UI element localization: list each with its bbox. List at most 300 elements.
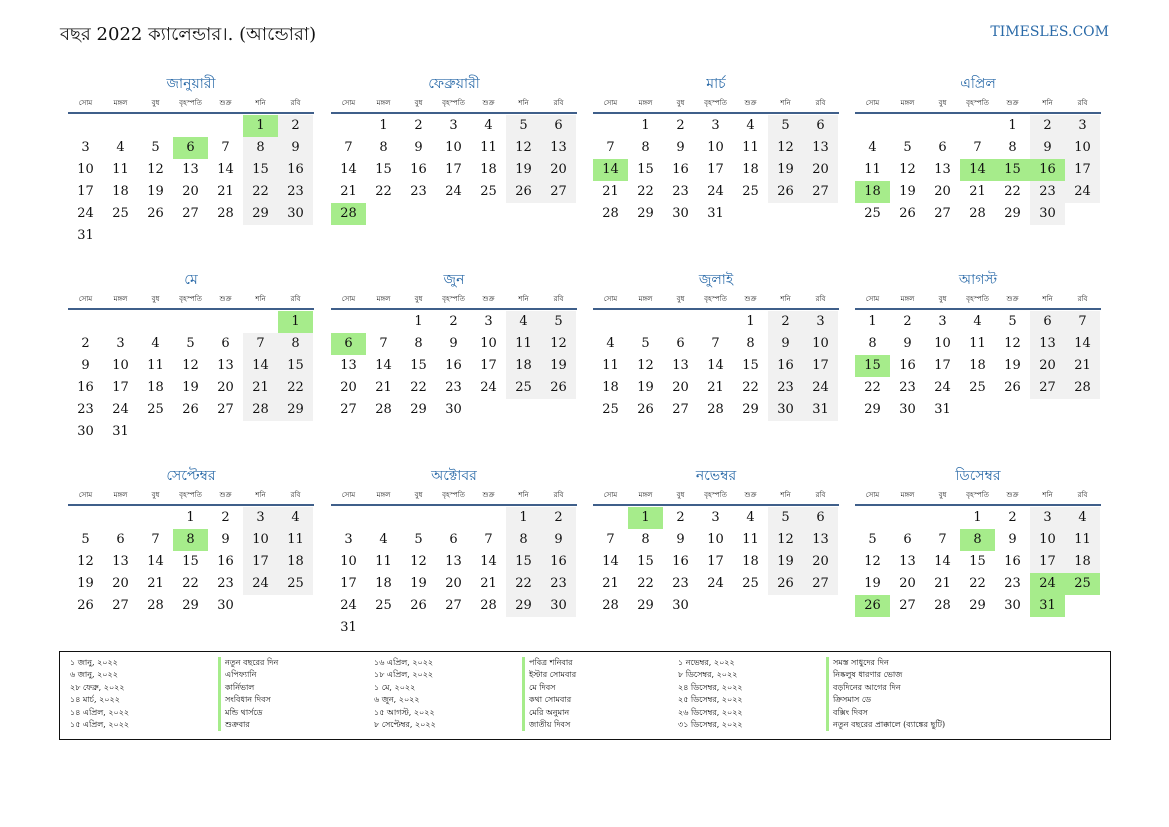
day-cell: 17 — [707, 554, 724, 569]
day-cell: 10 — [1030, 529, 1065, 551]
day-cell: 3 — [711, 510, 720, 525]
legend-holiday-name: পবিত্র শনিবার — [522, 657, 672, 669]
day-cell: 10 — [243, 529, 278, 551]
day-cell: 24 — [243, 573, 278, 595]
day-cell: 27 — [541, 181, 576, 203]
day-cell: 27 — [445, 598, 462, 613]
day-cell: 21 — [602, 184, 619, 199]
day-cell: 4 — [606, 336, 615, 351]
weekday-label: শনি — [518, 99, 529, 107]
day-cell: 7 — [221, 140, 230, 155]
month-block — [593, 467, 839, 647]
day-cell: 2 — [221, 510, 230, 525]
day-cell: 6 — [903, 532, 912, 547]
weekday-label: বৃহস্পতি — [966, 99, 989, 107]
weekday-label: সোম — [78, 491, 93, 499]
day-cell: 19 — [864, 576, 881, 591]
month-name: জুলাই — [698, 272, 734, 288]
month-name: এপ্রিল — [960, 76, 996, 92]
day-cell: 23 — [217, 576, 234, 591]
day-cell: 29 — [506, 595, 541, 617]
weekday-header — [593, 489, 839, 501]
day-cell: 7 — [344, 140, 353, 155]
day-cell: 28 — [147, 598, 164, 613]
day-cell: 11 — [969, 336, 986, 351]
day-cell: 17 — [243, 551, 278, 573]
legend-date: ২৮ ফেব্রু, ২০২২ — [70, 682, 125, 692]
day-cell: 16 — [278, 159, 313, 181]
day-cell: 14 — [593, 159, 628, 181]
day-cell: 14 — [707, 358, 724, 373]
day-cell: 20 — [672, 380, 689, 395]
day-cell: 10 — [112, 358, 129, 373]
day-cell: 24 — [1065, 181, 1100, 203]
day-cell: 6 — [449, 532, 458, 547]
legend-date: ১ নভেম্বর, ২০২২ — [678, 658, 735, 667]
day-cell: 19 — [410, 576, 427, 591]
weekday-label: শুক্র — [482, 295, 495, 303]
day-cell: 5 — [151, 140, 160, 155]
day-cell: 21 — [243, 377, 278, 399]
day-cell: 10 — [77, 162, 94, 177]
day-cell: 30 — [672, 206, 689, 221]
day-cell: 19 — [768, 551, 803, 573]
month-block — [855, 75, 1101, 255]
day-cell: 2 — [903, 314, 912, 329]
day-cell: 6 — [173, 137, 208, 159]
day-cell: 11 — [864, 162, 881, 177]
weekday-label: বৃহস্পতি — [442, 295, 465, 303]
day-cell: 24 — [1030, 573, 1065, 595]
weekday-label: বুধ — [414, 491, 423, 499]
day-cell: 21 — [340, 184, 357, 199]
weekday-label: রবি — [1077, 295, 1088, 303]
day-cell: 8 — [414, 336, 423, 351]
day-cell: 16 — [768, 355, 803, 377]
weekday-label: সোম — [865, 491, 880, 499]
day-cell: 24 — [340, 598, 357, 613]
weekday-label: বৃহস্পতি — [442, 491, 465, 499]
weekday-label: বৃহস্পতি — [704, 491, 727, 499]
day-cell: 30 — [445, 402, 462, 417]
day-cell: 17 — [77, 184, 94, 199]
day-cell: 25 — [742, 576, 759, 591]
legend-holiday-name: নতুন বছরের দিন — [218, 657, 368, 669]
day-cell: 15 — [995, 159, 1030, 181]
day-cell: 30 — [77, 424, 94, 439]
day-cell: 10 — [445, 140, 462, 155]
day-cell: 30 — [899, 402, 916, 417]
day-cell: 27 — [803, 181, 838, 203]
day-cell: 5 — [541, 311, 576, 333]
day-cell: 9 — [1008, 532, 1017, 547]
day-cell: 11 — [742, 140, 759, 155]
day-cell: 28 — [969, 206, 986, 221]
day-cell: 1 — [506, 507, 541, 529]
month-name: আগস্ট — [958, 272, 998, 288]
day-cell: 6 — [116, 532, 125, 547]
day-cell: 5 — [641, 336, 650, 351]
day-cell: 15 — [506, 551, 541, 573]
weekday-label: শনি — [1042, 99, 1053, 107]
month-divider — [855, 112, 1101, 114]
day-cell: 29 — [410, 402, 427, 417]
day-cell: 11 — [1065, 529, 1100, 551]
weekday-label: মঙ্গল — [113, 99, 128, 107]
day-cell: 12 — [506, 137, 541, 159]
day-cell: 24 — [934, 380, 951, 395]
day-cell: 10 — [707, 140, 724, 155]
day-cell: 21 — [480, 576, 497, 591]
month-divider — [593, 308, 839, 310]
weekday-label: শনি — [1042, 295, 1053, 303]
legend-date: ৬ জানু, ২০২২ — [70, 670, 118, 680]
weekday-label: রবি — [290, 295, 301, 303]
day-cell: 4 — [1065, 507, 1100, 529]
month-name: জানুয়ারী — [166, 76, 216, 92]
weekday-label: রবি — [553, 99, 564, 107]
weekday-label: রবি — [815, 491, 826, 499]
legend-date: ১ মে, ২০২২ — [374, 682, 416, 692]
weekday-label: শনি — [255, 491, 266, 499]
legend-holiday-name: এপিফ্যানি — [218, 669, 368, 681]
day-cell: 20 — [803, 551, 838, 573]
day-cell: 17 — [934, 358, 951, 373]
day-cell: 1 — [641, 118, 650, 133]
site-link[interactable]: TIMESLES.COM — [990, 24, 1109, 40]
day-cell: 5 — [186, 336, 195, 351]
legend-holiday-name: কার্নিভাল — [218, 682, 368, 694]
day-cell: 3 — [116, 336, 125, 351]
day-cell: 3 — [938, 314, 947, 329]
day-cell: 20 — [445, 576, 462, 591]
weekday-label: বৃহস্পতি — [179, 99, 202, 107]
weekday-label: শুক্র — [219, 491, 232, 499]
day-cell: 6 — [1030, 311, 1065, 333]
day-cell: 29 — [864, 402, 881, 417]
day-cell: 24 — [707, 576, 724, 591]
weekday-label: শুক্র — [219, 99, 232, 107]
day-cell: 23 — [278, 181, 313, 203]
day-cell: 11 — [480, 140, 497, 155]
day-cell: 15 — [410, 358, 427, 373]
day-cell: 26 — [768, 573, 803, 595]
legend-holiday-name: জাতীয় দিবস — [522, 719, 672, 731]
day-cell: 22 — [1004, 184, 1021, 199]
weekday-label: রবি — [1077, 491, 1088, 499]
legend-holiday-name: সংবিধান দিবস — [218, 694, 368, 706]
day-cell: 8 — [960, 529, 995, 551]
day-cell: 15 — [742, 358, 759, 373]
day-cell: 1 — [243, 115, 278, 137]
day-cell: 13 — [672, 358, 689, 373]
legend-holiday-name: বড়দিনের আগের দিন — [826, 682, 976, 694]
day-cell: 25 — [969, 380, 986, 395]
day-cell: 19 — [182, 380, 199, 395]
day-cell: 26 — [541, 377, 576, 399]
day-cell: 5 — [414, 532, 423, 547]
day-cell: 2 — [1008, 510, 1017, 525]
day-cell: 16 — [445, 358, 462, 373]
day-cell: 17 — [480, 358, 497, 373]
weekday-label: বুধ — [938, 295, 947, 303]
day-cell: 28 — [934, 598, 951, 613]
day-cell: 28 — [331, 203, 366, 225]
weekday-label: শুক্র — [219, 295, 232, 303]
weekday-label: বৃহস্পতি — [966, 295, 989, 303]
day-cell: 26 — [147, 206, 164, 221]
legend-date: ৮ ডিসেম্বর, ২০২২ — [678, 670, 738, 680]
weekday-label: বুধ — [676, 491, 685, 499]
day-cell: 15 — [969, 554, 986, 569]
day-cell: 3 — [243, 507, 278, 529]
day-cell: 16 — [541, 551, 576, 573]
day-cell: 16 — [672, 162, 689, 177]
month-divider — [68, 504, 314, 506]
day-cell: 23 — [672, 576, 689, 591]
day-cell: 12 — [541, 333, 576, 355]
day-cell: 22 — [637, 576, 654, 591]
weekday-label: সোম — [865, 99, 880, 107]
day-cell: 10 — [803, 333, 838, 355]
month-name: ডিসেম্বর — [955, 468, 1001, 484]
day-cell: 26 — [637, 402, 654, 417]
day-cell: 31 — [934, 402, 951, 417]
weekday-label: বৃহস্পতি — [704, 295, 727, 303]
day-cell: 1 — [1008, 118, 1017, 133]
day-cell: 17 — [340, 576, 357, 591]
weekday-label: বৃহস্পতি — [966, 491, 989, 499]
legend-holiday-name: মন্ডি থার্সডে — [218, 707, 368, 719]
day-cell: 1 — [278, 311, 313, 333]
day-cell: 23 — [541, 573, 576, 595]
weekday-label: মঙ্গল — [900, 295, 915, 303]
day-cell: 26 — [855, 595, 890, 617]
day-cell: 3 — [484, 314, 493, 329]
day-cell: 18 — [375, 576, 392, 591]
day-cell: 27 — [182, 206, 199, 221]
weekday-label: মঙ্গল — [638, 491, 653, 499]
day-cell: 12 — [637, 358, 654, 373]
day-cell: 8 — [641, 532, 650, 547]
day-cell: 18 — [742, 162, 759, 177]
day-cell: 20 — [934, 184, 951, 199]
legend-date: ১৫ এপ্রিল, ২০২২ — [70, 719, 130, 729]
day-cell: 19 — [768, 159, 803, 181]
day-cell: 25 — [602, 402, 619, 417]
day-cell: 19 — [541, 355, 576, 377]
day-cell: 19 — [77, 576, 94, 591]
day-cell: 22 — [182, 576, 199, 591]
legend-date: ১৪ মার্চ, ২০২২ — [70, 695, 120, 705]
day-cell: 6 — [803, 115, 838, 137]
day-cell: 28 — [375, 402, 392, 417]
weekday-header — [593, 293, 839, 305]
day-cell: 13 — [217, 358, 234, 373]
day-cell: 18 — [480, 162, 497, 177]
day-cell: 9 — [541, 529, 576, 551]
day-cell: 12 — [1004, 336, 1021, 351]
day-cell: 31 — [340, 620, 357, 635]
day-cell: 9 — [768, 333, 803, 355]
day-cell: 23 — [899, 380, 916, 395]
day-cell: 2 — [768, 311, 803, 333]
weekday-label: রবি — [1077, 99, 1088, 107]
weekday-label: বুধ — [938, 491, 947, 499]
day-cell: 11 — [147, 358, 164, 373]
weekday-label: বুধ — [676, 99, 685, 107]
weekday-label: সোম — [865, 295, 880, 303]
month-divider — [68, 308, 314, 310]
weekday-label: শুক্র — [1006, 99, 1019, 107]
day-cell: 24 — [803, 377, 838, 399]
weekday-header — [855, 293, 1101, 305]
weekday-header — [331, 97, 577, 109]
weekday-label: শুক্র — [744, 295, 757, 303]
month-name: অক্টোবর — [431, 468, 477, 484]
weekday-label: রবি — [290, 491, 301, 499]
day-cell: 7 — [606, 140, 615, 155]
month-name: নভেম্বর — [695, 468, 737, 484]
day-cell: 16 — [672, 554, 689, 569]
weekday-label: সোম — [603, 99, 618, 107]
weekday-label: বুধ — [676, 295, 685, 303]
day-cell: 19 — [147, 184, 164, 199]
weekday-label: সোম — [603, 491, 618, 499]
day-cell: 8 — [746, 336, 755, 351]
weekday-label: মঙ্গল — [900, 491, 915, 499]
legend-date: ২৪ ডিসেম্বর, ২০২২ — [678, 682, 743, 692]
day-cell: 10 — [707, 532, 724, 547]
weekday-label: মঙ্গল — [113, 491, 128, 499]
day-cell: 5 — [1008, 314, 1017, 329]
day-cell: 18 — [742, 554, 759, 569]
legend-date: ১৬ এপ্রিল, ২০২২ — [374, 658, 434, 667]
day-cell: 16 — [1004, 554, 1021, 569]
month-divider — [331, 504, 577, 506]
day-cell: 4 — [973, 314, 982, 329]
weekday-label: মঙ্গল — [638, 99, 653, 107]
month-block — [855, 271, 1101, 451]
month-divider — [855, 504, 1101, 506]
day-cell: 23 — [77, 402, 94, 417]
day-cell: 14 — [480, 554, 497, 569]
month-divider — [855, 308, 1101, 310]
day-cell: 29 — [742, 402, 759, 417]
month-divider — [68, 112, 314, 114]
day-cell: 13 — [112, 554, 129, 569]
weekday-header — [331, 293, 577, 305]
day-cell: 9 — [414, 140, 423, 155]
day-cell: 1 — [973, 510, 982, 525]
weekday-label: শুক্র — [482, 99, 495, 107]
day-cell: 2 — [81, 336, 90, 351]
day-cell: 28 — [217, 206, 234, 221]
day-cell: 28 — [480, 598, 497, 613]
month-block — [331, 271, 577, 451]
day-cell: 26 — [506, 181, 541, 203]
day-cell: 26 — [182, 402, 199, 417]
day-cell: 26 — [1004, 380, 1021, 395]
day-cell: 14 — [147, 554, 164, 569]
day-cell: 7 — [379, 336, 388, 351]
day-cell: 7 — [938, 532, 947, 547]
day-cell: 8 — [379, 140, 388, 155]
day-cell: 14 — [243, 355, 278, 377]
weekday-label: সোম — [78, 295, 93, 303]
day-cell: 3 — [803, 311, 838, 333]
day-cell: 4 — [278, 507, 313, 529]
legend-holiday-name: সমস্ত সাধুদের দিন — [826, 657, 976, 669]
weekday-label: বুধ — [151, 99, 160, 107]
day-cell: 12 — [768, 529, 803, 551]
day-cell: 20 — [112, 576, 129, 591]
day-cell: 6 — [541, 115, 576, 137]
day-cell: 4 — [116, 140, 125, 155]
legend-holiday-name: বক্সিং দিবস — [826, 707, 976, 719]
day-cell: 4 — [746, 118, 755, 133]
day-cell: 6 — [331, 333, 366, 355]
day-cell: 8 — [641, 140, 650, 155]
day-cell: 11 — [112, 162, 129, 177]
day-cell: 17 — [1030, 551, 1065, 573]
month-block — [68, 75, 314, 255]
month-name: মে — [184, 272, 198, 288]
day-cell: 18 — [969, 358, 986, 373]
legend-date: ১ জানু, ২০২২ — [70, 658, 118, 667]
day-cell: 1 — [186, 510, 195, 525]
legend-date: ৬ জুন, ২০২২ — [374, 695, 420, 705]
day-cell: 14 — [375, 358, 392, 373]
weekday-label: বৃহস্পতি — [179, 295, 202, 303]
day-cell: 15 — [278, 355, 313, 377]
day-cell: 15 — [182, 554, 199, 569]
day-cell: 8 — [1008, 140, 1017, 155]
day-cell: 2 — [1030, 115, 1065, 137]
day-cell: 3 — [1065, 115, 1100, 137]
holiday-legend — [59, 651, 1111, 740]
day-cell: 12 — [899, 162, 916, 177]
day-cell: 9 — [81, 358, 90, 373]
day-cell: 20 — [1030, 355, 1065, 377]
legend-date: ২৫ ডিসেম্বর, ২০২২ — [678, 695, 743, 705]
weekday-header — [855, 489, 1101, 501]
day-cell: 26 — [77, 598, 94, 613]
day-cell: 23 — [672, 184, 689, 199]
day-cell: 7 — [973, 140, 982, 155]
day-cell: 4 — [379, 532, 388, 547]
day-cell: 4 — [484, 118, 493, 133]
day-cell: 13 — [803, 137, 838, 159]
day-cell: 18 — [112, 184, 129, 199]
weekday-label: বৃহস্পতি — [442, 99, 465, 107]
day-cell: 12 — [768, 137, 803, 159]
day-cell: 14 — [934, 554, 951, 569]
day-cell: 9 — [676, 532, 685, 547]
day-cell: 20 — [899, 576, 916, 591]
month-block — [331, 467, 577, 647]
day-cell: 29 — [969, 598, 986, 613]
weekday-label: রবি — [290, 99, 301, 107]
page-title: বছর 2022 ক্যালেন্ডার।. (আন্ডোরা) — [60, 24, 317, 45]
day-cell: 1 — [414, 314, 423, 329]
day-cell: 30 — [768, 399, 803, 421]
day-cell: 17 — [803, 355, 838, 377]
day-cell: 13 — [934, 162, 951, 177]
day-cell: 10 — [480, 336, 497, 351]
day-cell: 20 — [217, 380, 234, 395]
weekday-header — [331, 489, 577, 501]
